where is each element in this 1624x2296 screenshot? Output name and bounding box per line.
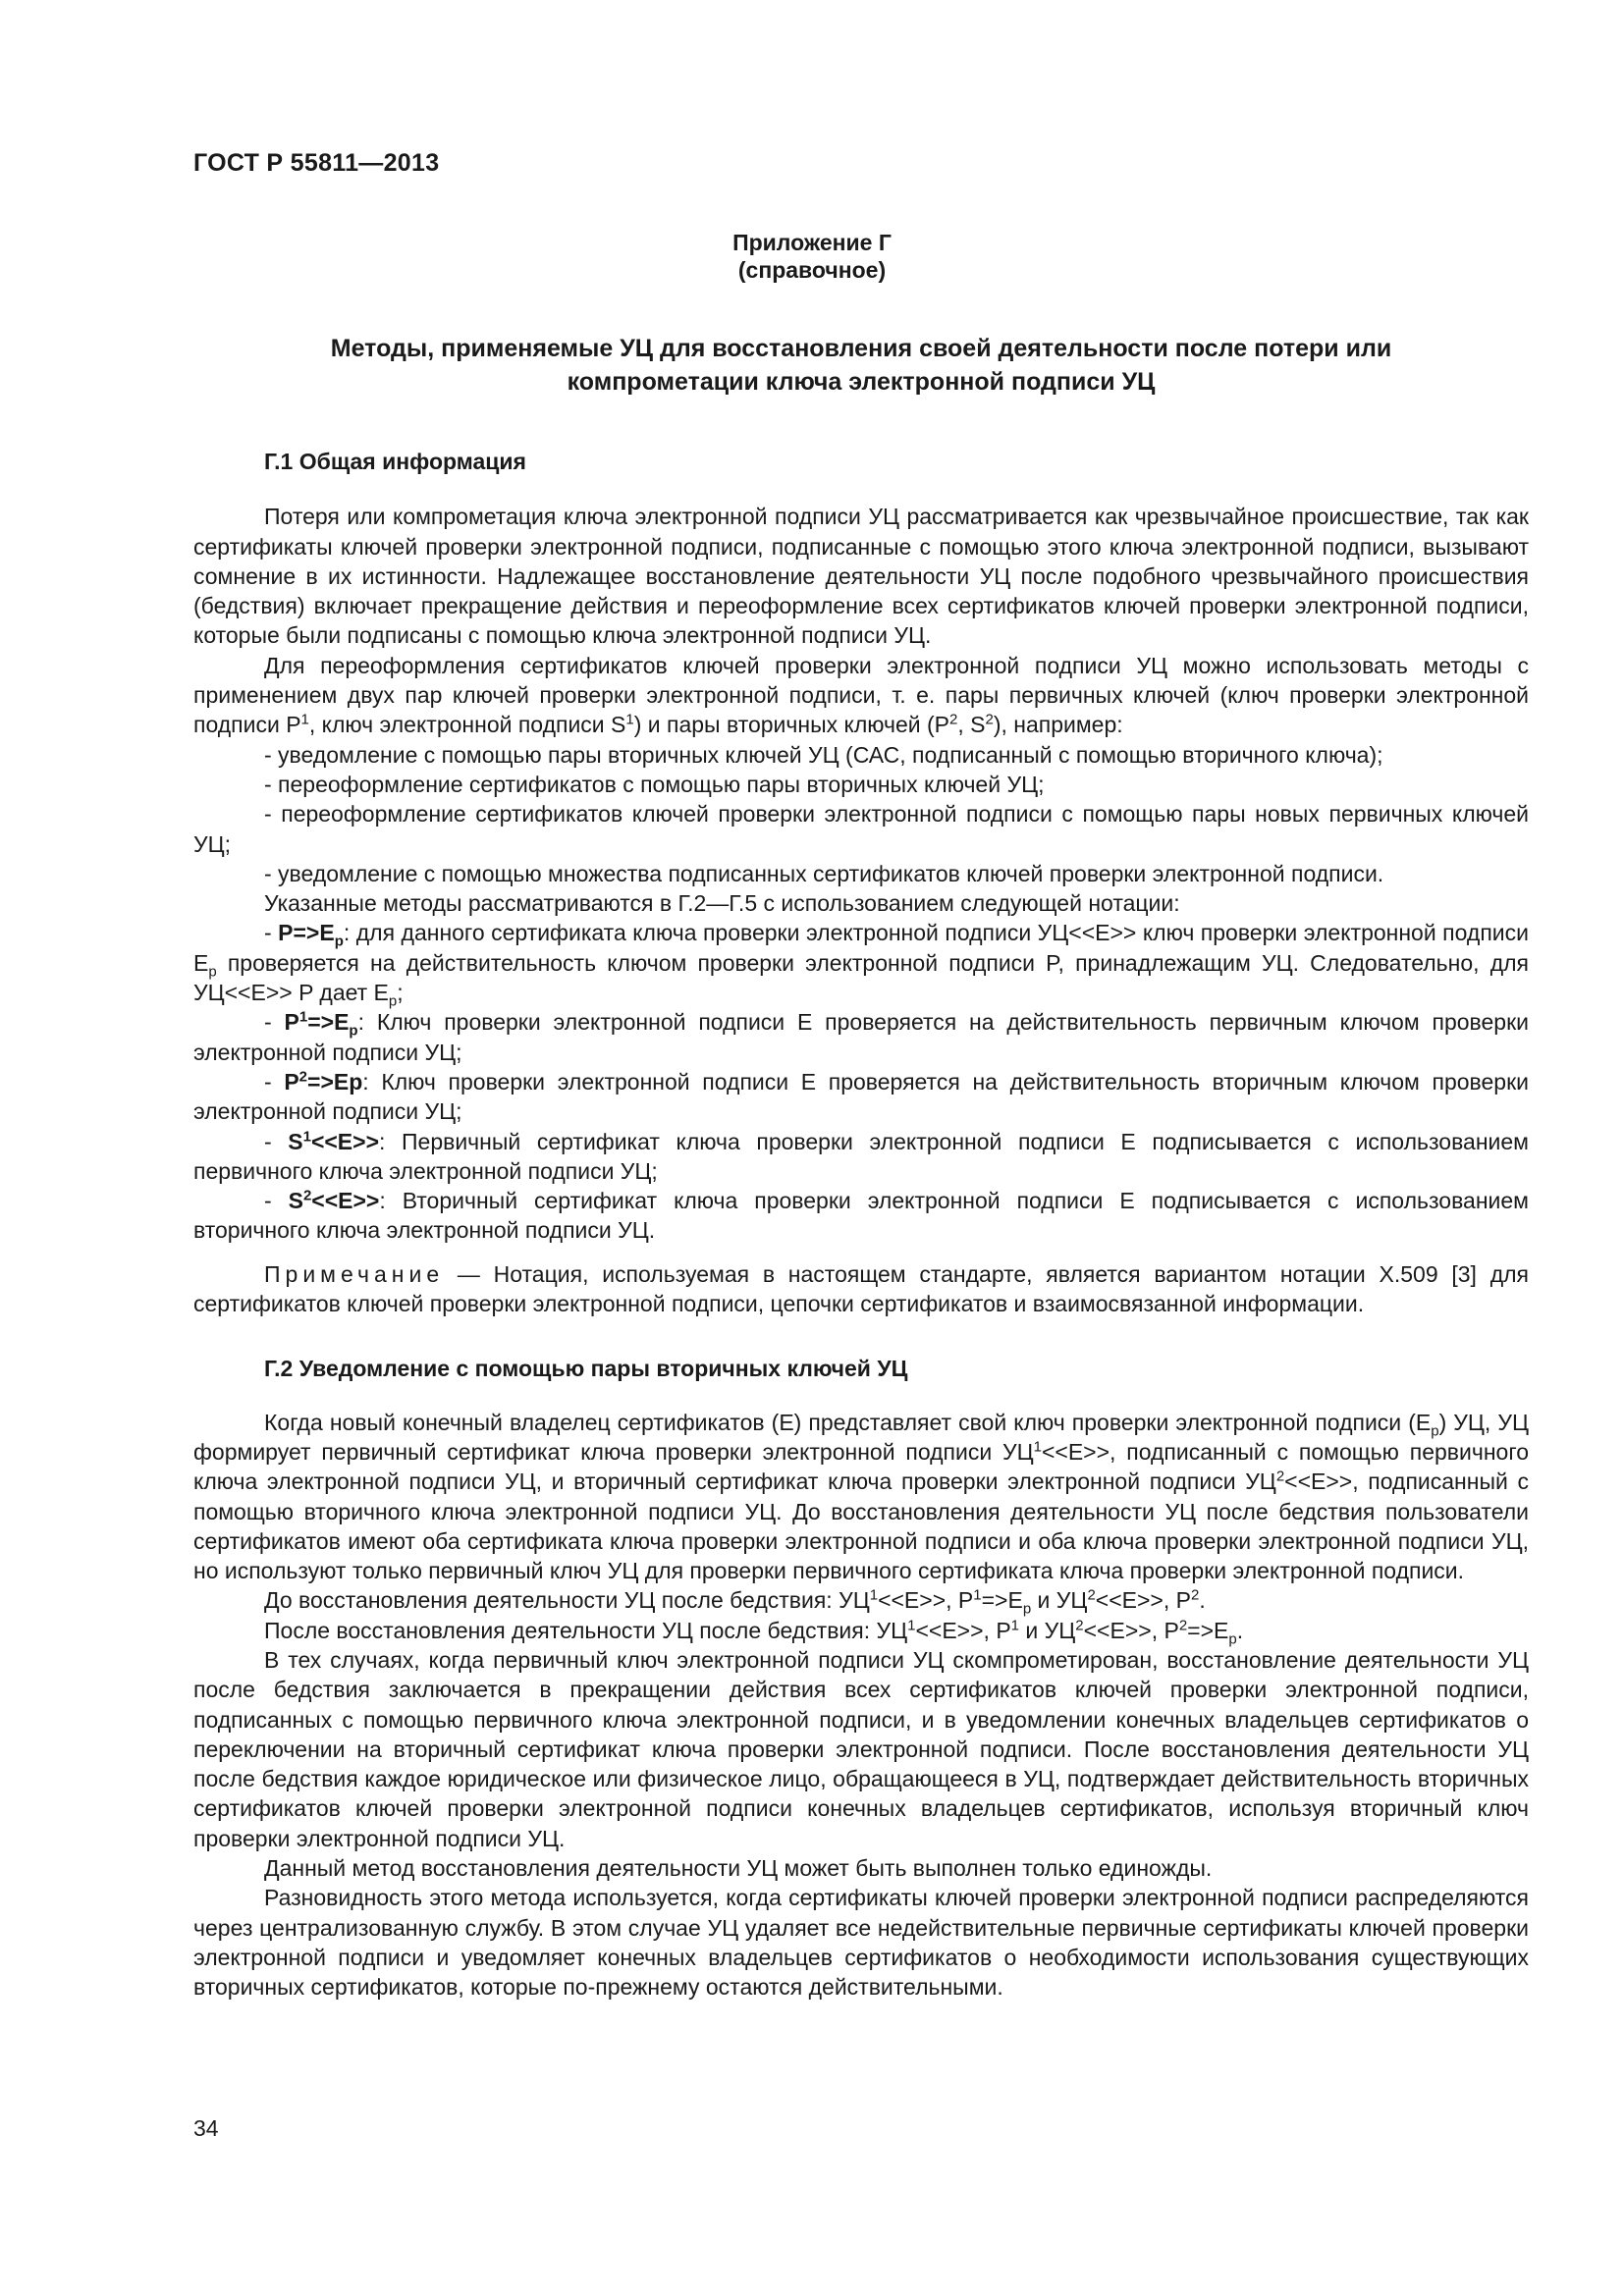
- paragraph: Указанные методы рассматриваются в Г.2—Г.5 с использованием следующей нотации:: [264, 890, 1180, 917]
- list-item: - переоформление сертификатов с помощью пары вторичных ключей УЦ;: [264, 771, 1045, 797]
- paragraph: После восстановления деятельности УЦ после бедствия: $УЦ^1<<E>>$, $P^1$ и $УЦ^2<<E>>$, $P^2=>E_p$.: [264, 1617, 1244, 1648]
- notation-item: - $S^1<<E>>$: Первичный сертификат ключа проверки электронной подписи E подписывается с использованием первичного ключа электронной подписи УЦ;: [193, 1127, 1529, 1184]
- annex-heading: [193, 332, 1529, 399]
- document-body: [193, 447, 1529, 2002]
- section-heading-g1: Г.1 Общая информация: [264, 449, 526, 474]
- note: Примечание — Нотация, используемая в настоящем стандарте, является вариантом нотации X.509 [3] для сертификатов ключей проверки электронной подписи, цепочки сертификатов и взаимосвязанной информации.: [193, 1260, 1529, 1317]
- notation-item: - $P^1=>E_p$: Ключ проверки электронной подписи E проверяется на действительность первичным ключом проверки электронной подписи УЦ;: [193, 1008, 1529, 1065]
- list-item: - уведомление с помощью множества подписанных сертификатов ключей проверки электронной подписи.: [264, 860, 1384, 886]
- annex-type: (справочное): [737, 257, 887, 283]
- paragraph: Разновидность этого метода используется, когда сертификаты ключей проверки электронной подписи распределяются через централизованную службу. В этом случае УЦ удаляет все недействительные первичные сертификаты ключей проверки электронной подписи и уведомляет конечных владельцев сертификатов о необходимости использования существующих вторичных сертификатов, которые по-прежнему остаются действительными.: [193, 1885, 1529, 2001]
- paragraph: Для переоформления сертификатов ключей проверки электронной подписи УЦ можно использовать методы с применением двух пар ключей проверки электронной подписи, т. е. пары первичных ключей (ключ проверки электронной подписи $P^1$, ключ электронной подписи $S^1$) и пары вторичных ключей ($P^2$, $S^2$), например:: [193, 652, 1529, 738]
- notation-item: - $P=>E_p$: для данного сертификата ключа проверки электронной подписи УЦ<<E>> ключ проверки электронной подписи $E_p$ проверяется на действительность ключом проверки электронной подписи P, принадлежащим УЦ. Следовательно, для УЦ<<E>> P дает $E_p$;: [193, 920, 1529, 1010]
- section-heading-g2: Г.2 Уведомление с помощью пары вторичных ключей УЦ: [264, 1356, 908, 1382]
- note-label: Примечание: [264, 1260, 445, 1287]
- list-item: - уведомление с помощью пары вторичных ключей УЦ (САС, подписанный с помощью вторичного ключа);: [264, 741, 1383, 768]
- annex-title: Приложение Г: [732, 230, 892, 255]
- list-item: - переоформление сертификатов ключей проверки электронной подписи с помощью пары новых первичных ключей УЦ;: [193, 801, 1529, 857]
- page-number: 34: [193, 2115, 219, 2141]
- notation-item: - $S^2<<E>>$: Вторичный сертификат ключа проверки электронной подписи E подписывается с использованием вторичного ключа электронной подписи УЦ.: [193, 1187, 1529, 1244]
- annex-heading-line-2: компрометации ключа электронной подписи УЦ: [567, 368, 1156, 396]
- paragraph: Потеря или компрометация ключа электронной подписи УЦ рассматривается как чрезвычайное происшествие, так как сертификаты ключей проверки электронной подписи, подписанные с помощью этого ключа электронной подписи, вызывают сомнение в их истинности. Надлежащее восстановление деятельности УЦ после подобного чрезвычайного происшествия (бедствия) включает прекращение действия и переоформление всех сертификатов ключей проверки электронной подписи, которые были подписаны с помощью ключа электронной подписи УЦ.: [193, 504, 1529, 649]
- paragraph: Когда новый конечный владелец сертификатов (E) представляет свой ключ проверки электронной подписи $(E_p)$ УЦ, УЦ формирует первичный сертификат ключа проверки электронной подписи $УЦ^1<<E>>$, подписанный с помощью первичного ключа электронной подписи УЦ, и вторичный сертификат ключа проверки электронной подписи $УЦ^2<<E>>$, подписанный с помощью вторичного ключа электронной подписи УЦ. До восстановления деятельности УЦ после бедствия пользователи сертификатов имеют оба сертификата ключа проверки электронной подписи и оба ключа проверки электронной подписи УЦ, но используют только первичный ключ УЦ для проверки первичного сертификата ключа проверки электронной подписи.: [193, 1409, 1529, 1584]
- notation-item: - $P^2=>Ep$: Ключ проверки электронной подписи E проверяется на действительность вторичным ключом проверки электронной подписи УЦ;: [193, 1068, 1529, 1125]
- document-code: ГОСТ Р 55811—2013: [193, 149, 440, 177]
- paragraph: Данный метод восстановления деятельности УЦ может быть выполнен только единожды.: [264, 1855, 1213, 1882]
- paragraph: До восстановления деятельности УЦ после бедствия: $УЦ^1<<E>>$, $P^1=>E_p$ и $УЦ^2<<E>>$, $P^2$.: [264, 1586, 1206, 1618]
- paragraph: В тех случаях, когда первичный ключ электронной подписи УЦ скомпрометирован, восстановление деятельности УЦ после бедствия заключается в прекращении действия всех сертификатов ключей проверки электронной подписи, подписанных с помощью первичного ключа электронной подписи, и в уведомлении конечных владельцев сертификатов о переключении на вторичный сертификат ключа проверки электронной подписи. После восстановления деятельности УЦ после бедствия каждое юридическое или физическое лицо, обращающееся в УЦ, подтверждает действительность вторичных сертификатов ключей проверки электронной подписи конечных владельцев сертификатов, используя вторичный ключ проверки электронной подписи УЦ.: [193, 1646, 1529, 1851]
- annex-heading-line-1: Методы, применяемые УЦ для восстановления своей деятельности после потери или: [330, 335, 1392, 362]
